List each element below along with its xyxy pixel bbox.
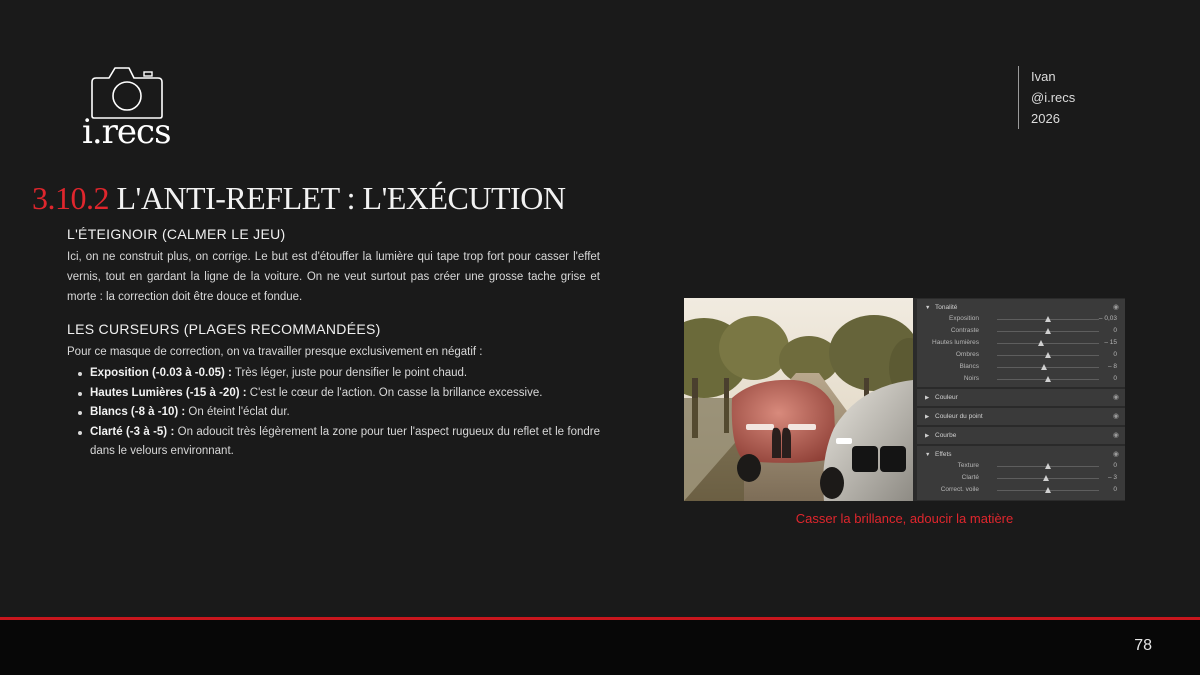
slider-value: 0	[1113, 486, 1117, 493]
page-title	[32, 180, 565, 217]
slider-blancs[interactable]	[925, 361, 1119, 373]
panel-section-header[interactable]: ▼ Tonalité ◉	[925, 302, 1119, 313]
slider-value: – 3	[1107, 474, 1117, 481]
slider-knob[interactable]	[1045, 316, 1051, 322]
effets-sliders	[925, 460, 1119, 496]
slider-knob[interactable]	[1041, 364, 1047, 370]
slider-track[interactable]	[997, 343, 1099, 344]
slider-knob[interactable]	[1045, 352, 1051, 358]
slider-value: 0	[1113, 327, 1117, 334]
list-item: Clarté (-3 à -5) : On adoucit très légèrement la zone pour tuer l'aspect rugueux du reflet et le fondre dans le velours environnant.	[67, 423, 600, 462]
main-content	[67, 226, 600, 462]
slider-value: 0	[1113, 462, 1117, 469]
slider-knob[interactable]	[1045, 487, 1051, 493]
slider-label: Contraste	[950, 327, 979, 334]
slider-track[interactable]	[997, 367, 1099, 368]
section-body-eteignoir: Ici, on ne construit plus, on corrige. Le but est d'étouffer la lumière qui tape trop fort pour casser l'effet vernis, tout en gardant la ligne de la voiture. On ne veut surtout pas créer une grosse tache grise et morte : la correction doit être douce et fondue.	[67, 251, 600, 303]
panel-section-couleur-point	[917, 408, 1125, 427]
slider-label: Texture	[957, 462, 979, 469]
eye-icon[interactable]: ◉	[1112, 451, 1119, 458]
panel-section-header[interactable]: ▼ Effets ◉	[925, 449, 1119, 460]
author-handle: @i.recs	[1031, 90, 1076, 105]
figure-caption: Casser la brillance, adoucir la matière	[795, 511, 1014, 526]
slider-label: Noirs	[963, 375, 979, 382]
triangle-down-icon: ▼	[925, 305, 931, 311]
author-meta	[1018, 66, 1075, 129]
eye-icon[interactable]: ◉	[1112, 413, 1119, 420]
slider-value: 0	[1113, 351, 1117, 358]
slider-value: 0	[1113, 375, 1117, 382]
panel-section-header[interactable]: ▶ Courbe ◉	[925, 430, 1119, 442]
title-text: L'ANTI-REFLET : L'EXÉCUTION	[116, 180, 566, 216]
section-number: 3.10.2	[32, 180, 109, 216]
year: 2026	[1031, 111, 1060, 126]
panel-section-header[interactable]: ▶ Couleur du point ◉	[925, 411, 1119, 423]
slider-ombres[interactable]	[925, 349, 1119, 361]
slider-knob[interactable]	[1045, 376, 1051, 382]
slider-range-list	[67, 364, 600, 462]
slider-label: Blancs	[959, 363, 979, 370]
list-item: Blancs (-8 à -10) : On éteint l'éclat dur.	[67, 403, 600, 423]
slider-label: Hautes lumières	[932, 339, 979, 346]
slider-label: Exposition	[949, 315, 979, 322]
tonalite-sliders	[925, 313, 1119, 385]
panel-section-tonalite	[917, 299, 1125, 389]
slider-label: Ombres	[955, 351, 979, 358]
triangle-right-icon: ▶	[925, 414, 930, 420]
triangle-down-icon: ▼	[925, 452, 931, 458]
logo-text: i.recs	[82, 112, 171, 152]
slider-value: – 0,03	[1098, 315, 1117, 322]
author-name: Ivan	[1031, 69, 1056, 84]
slider-contraste[interactable]	[925, 325, 1119, 337]
panel-section-effets	[917, 446, 1125, 498]
slider-knob[interactable]	[1043, 475, 1049, 481]
slider-knob[interactable]	[1038, 340, 1044, 346]
eye-icon[interactable]: ◉	[1112, 394, 1119, 401]
panel-section-header[interactable]: ▶ Couleur ◉	[925, 392, 1119, 404]
slider-value: – 15	[1104, 339, 1117, 346]
car-photo	[684, 298, 913, 501]
panel-section-couleur	[917, 389, 1125, 408]
slider-exposition[interactable]	[925, 313, 1119, 325]
slider-value: – 8	[1107, 363, 1117, 370]
slider-clart-[interactable]	[925, 472, 1119, 484]
section-heading-curseurs: LES CURSEURS (PLAGES RECOMMANDÉES)	[67, 321, 381, 337]
figure-screenshot	[684, 298, 1125, 501]
list-item: Exposition (-0.03 à -0.05) : Très léger, juste pour densifier le point chaud.	[67, 364, 600, 384]
triangle-right-icon: ▶	[925, 395, 930, 401]
lightroom-mask-panel	[917, 299, 1125, 500]
slider-noirs[interactable]	[925, 373, 1119, 385]
page-number: 78	[1134, 637, 1152, 654]
section-heading-eteignoir: L'ÉTEIGNOIR (CALMER LE JEU)	[67, 226, 286, 242]
slider-texture[interactable]	[925, 460, 1119, 472]
slider-hautes-lumi-res[interactable]	[925, 337, 1119, 349]
eye-icon[interactable]: ◉	[1112, 432, 1119, 439]
footer-bar	[0, 620, 1200, 675]
section-intro-curseurs: Pour ce masque de correction, on va travailler presque exclusivement en négatif :	[67, 346, 483, 358]
list-item: Hautes Lumières (-15 à -20) : C'est le cœur de l'action. On casse la brillance excessive.	[67, 384, 600, 404]
slider-label: Clarté	[961, 474, 979, 481]
slider-knob[interactable]	[1045, 328, 1051, 334]
slider-label: Correct. voile	[940, 486, 979, 493]
slider-knob[interactable]	[1045, 463, 1051, 469]
panel-section-courbe	[917, 427, 1125, 446]
slider-correct-voile[interactable]	[925, 484, 1119, 496]
eye-icon[interactable]: ◉	[1112, 304, 1119, 311]
triangle-right-icon: ▶	[925, 433, 930, 439]
